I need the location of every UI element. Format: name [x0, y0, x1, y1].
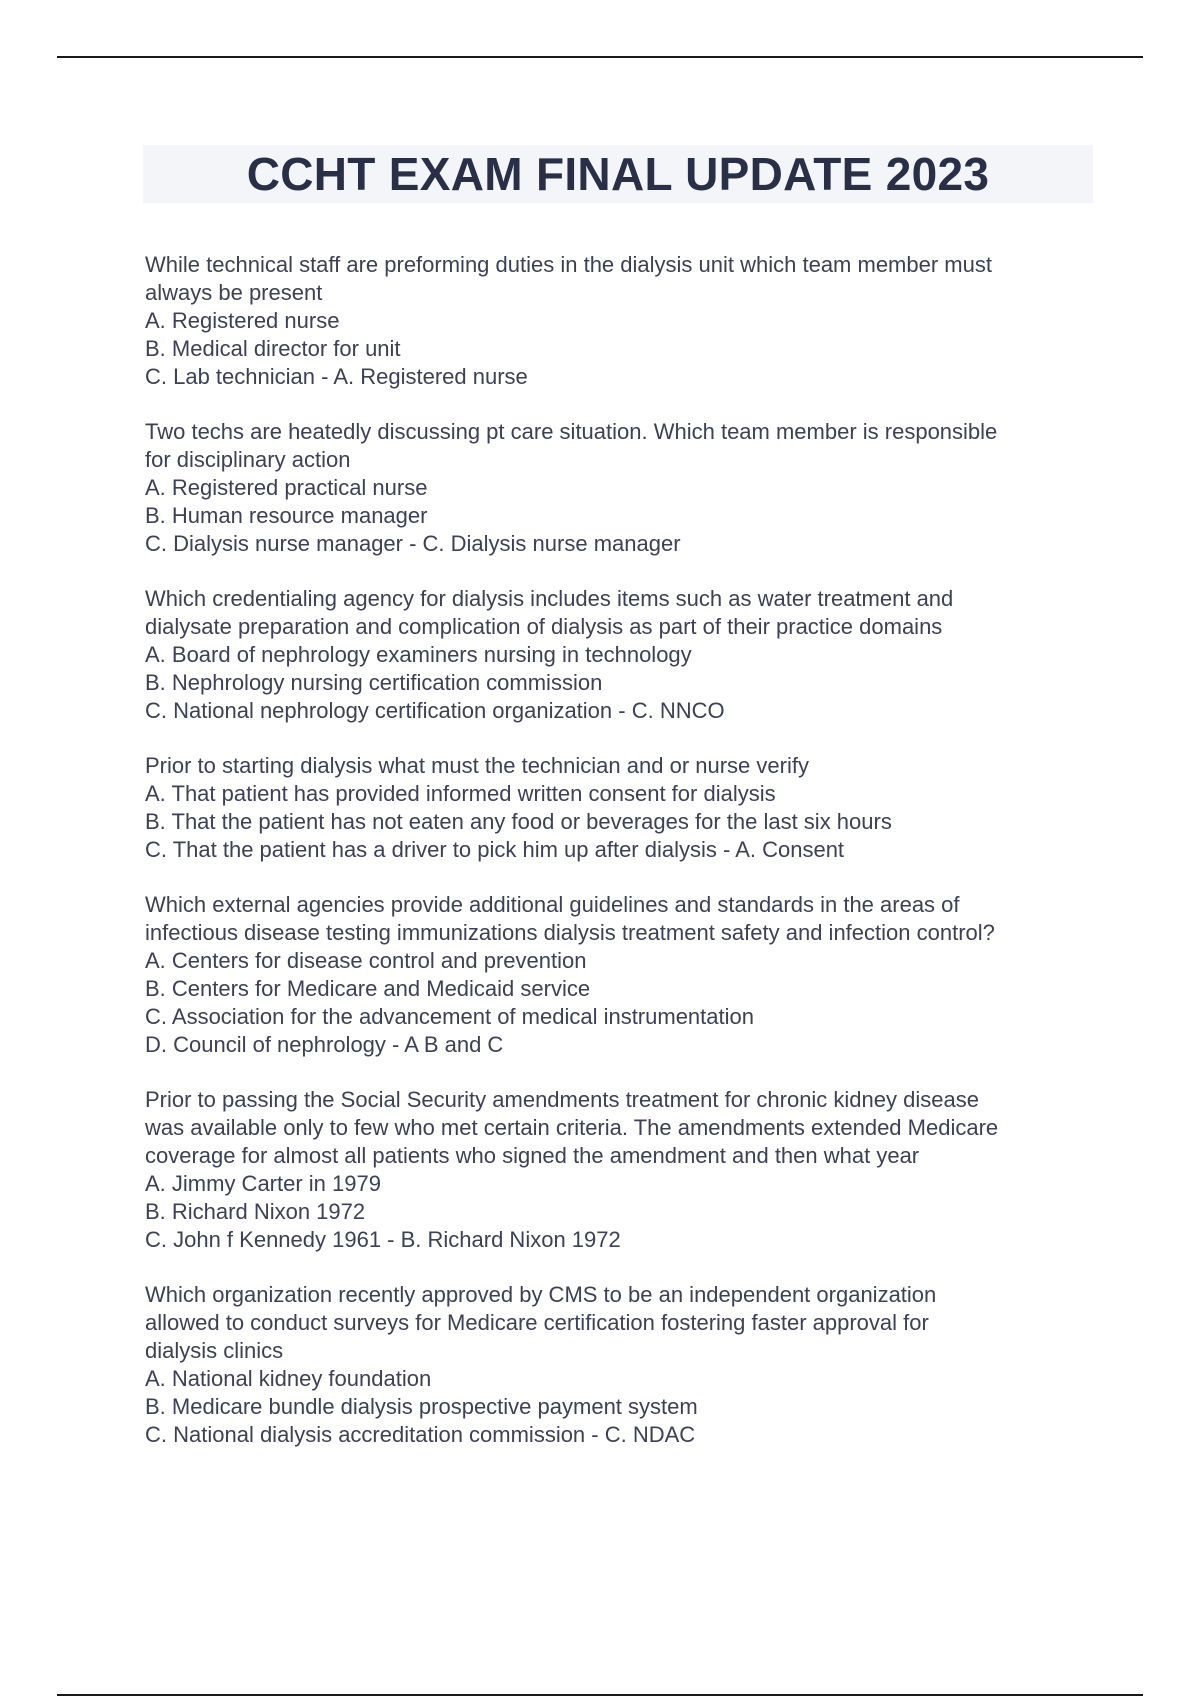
question-line: B. Medical director for unit	[145, 336, 401, 361]
question-block	[145, 585, 1090, 725]
question-block	[145, 752, 1090, 864]
question-line: A. National kidney foundation	[145, 1366, 432, 1391]
question-text: Two techs are heatedly discussing pt care situation. Which team member is responsible	[145, 419, 998, 444]
question-line: A. That patient has provided informed written consent for dialysis	[145, 781, 776, 806]
question-line: was available only to few who met certain criteria. The amendments extended Medicare	[145, 1115, 999, 1140]
question-line: C. National dialysis accreditation commission - C. NDAC	[145, 1422, 696, 1447]
question-line: A. Centers for disease control and prevention	[145, 948, 587, 973]
question-line: B. Medicare bundle dialysis prospective payment system	[145, 1394, 698, 1419]
title-banner	[143, 145, 1093, 203]
question-block	[145, 891, 1090, 1059]
question-line: A. Registered practical nurse	[145, 475, 428, 500]
question-line: dialysate preparation and complication of dialysis as part of their practice domains	[145, 614, 943, 639]
question-line: C. Dialysis nurse manager - C. Dialysis nurse manager	[145, 531, 681, 556]
question-line: allowed to conduct surveys for Medicare certification fostering faster approval for	[145, 1310, 929, 1335]
question-text: Prior to passing the Social Security amendments treatment for chronic kidney disease	[145, 1087, 979, 1112]
question-text: Prior to starting dialysis what must the technician and or nurse verify	[145, 753, 809, 778]
question-block	[145, 1281, 1090, 1449]
question-line: C. National nephrology certification organization - C. NNCO	[145, 698, 725, 723]
question-line: D. Council of nephrology - A B and C	[145, 1032, 504, 1057]
question-text: Which credentialing agency for dialysis includes items such as water treatment and	[145, 586, 954, 611]
question-line: infectious disease testing immunizations dialysis treatment safety and infection control?	[145, 920, 995, 945]
question-line: for disciplinary action	[145, 447, 351, 472]
question-text: Which external agencies provide additional guidelines and standards in the areas of	[145, 892, 960, 917]
question-line: always be present	[145, 280, 323, 305]
question-block	[145, 418, 1090, 558]
question-line: C. John f Kennedy 1961 - B. Richard Nixon 1972	[145, 1227, 621, 1252]
question-line: B. Centers for Medicare and Medicaid service	[145, 976, 591, 1001]
question-line: C. Lab technician - A. Registered nurse	[145, 364, 528, 389]
question-line: C. That the patient has a driver to pick him up after dialysis - A. Consent	[145, 837, 845, 862]
question-line: A. Jimmy Carter in 1979	[145, 1171, 381, 1196]
question-line: B. Nephrology nursing certification commission	[145, 670, 603, 695]
question-block	[145, 1086, 1090, 1254]
question-line: A. Registered nurse	[145, 308, 340, 333]
question-line: A. Board of nephrology examiners nursing in technology	[145, 642, 692, 667]
question-line: C. Association for the advancement of medical instrumentation	[145, 1004, 754, 1029]
document-title: CCHT EXAM FINAL UPDATE 2023	[246, 148, 990, 200]
question-line: coverage for almost all patients who signed the amendment and then what year	[145, 1143, 920, 1168]
question-line: dialysis clinics	[145, 1338, 284, 1363]
question-line: B. Richard Nixon 1972	[145, 1199, 366, 1224]
question-line: B. Human resource manager	[145, 503, 428, 528]
question-text: Which organization recently approved by CMS to be an independent organization	[145, 1282, 937, 1307]
bottom-divider	[57, 1694, 1143, 1696]
question-text: While technical staff are preforming duties in the dialysis unit which team member must	[145, 252, 992, 277]
top-divider	[57, 56, 1143, 58]
question-list	[145, 251, 1090, 1476]
question-line: B. That the patient has not eaten any food or beverages for the last six hours	[145, 809, 892, 834]
question-block	[145, 251, 1090, 391]
